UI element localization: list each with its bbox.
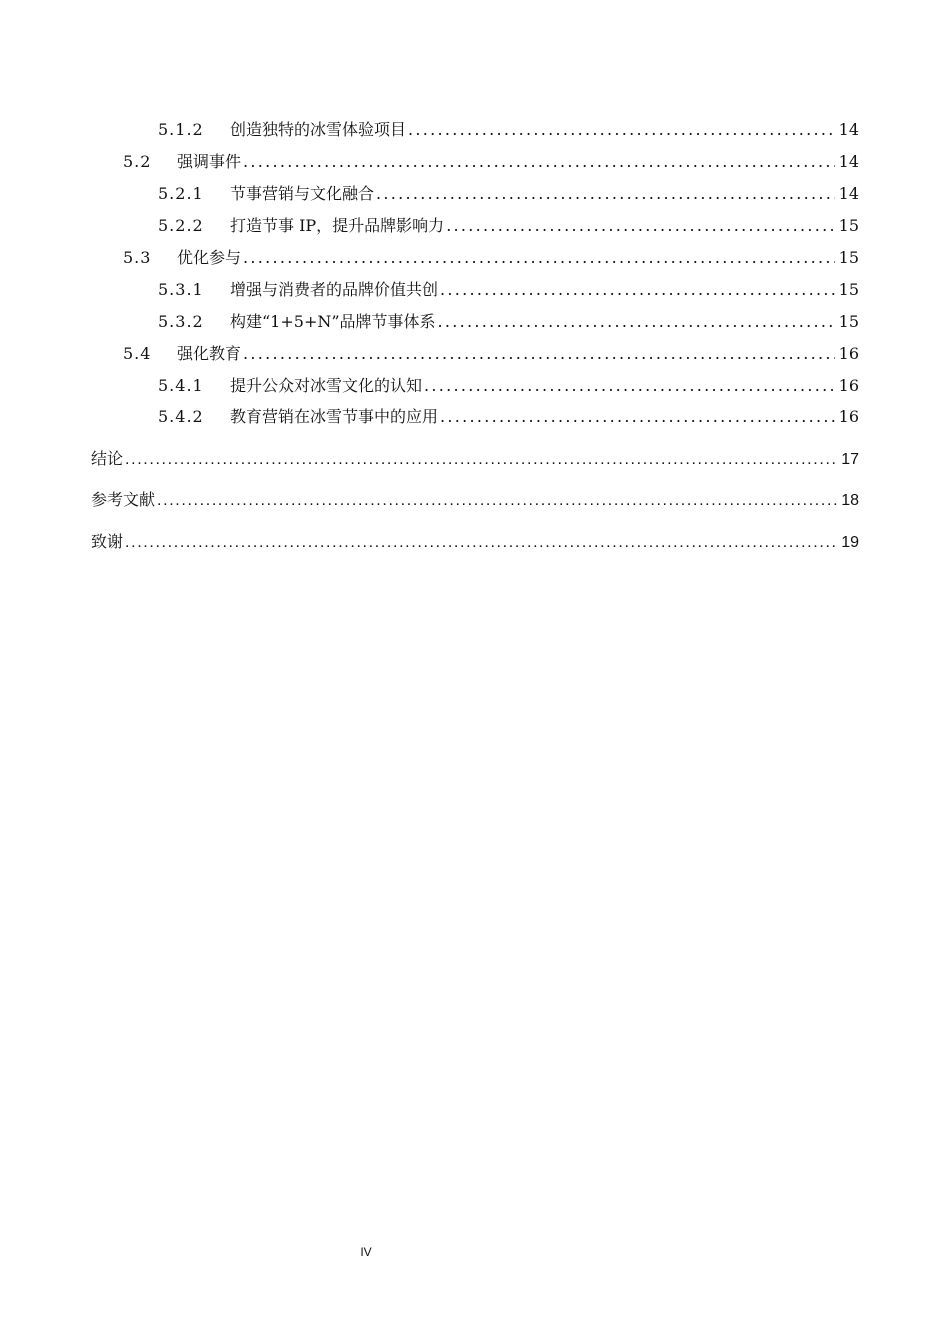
toc-entry-5-3[interactable] (123, 247, 859, 269)
toc-entry-page: 16 (838, 376, 859, 395)
toc-entry-5-4-2[interactable] (158, 406, 859, 428)
toc-dot-leader (408, 119, 835, 141)
toc-entry-page: 18 (841, 492, 859, 509)
toc-entry-title: 节事营销与文化融合 (230, 184, 375, 203)
toc-dot-leader (440, 279, 835, 301)
toc-entry-page: 15 (838, 216, 859, 235)
toc-entry-title: 结论 (91, 451, 124, 468)
toc-dot-leader (424, 375, 835, 397)
toc-entry-5-1-2[interactable] (158, 119, 859, 141)
toc-entry-page: 19 (841, 534, 859, 551)
toc-entry-conclusion[interactable] (91, 449, 859, 471)
toc-entry-title: 强化教育 (177, 344, 242, 363)
toc-dot-leader (125, 449, 837, 471)
toc-entry-5-3-1[interactable] (158, 279, 859, 301)
toc-dot-leader (243, 151, 835, 173)
toc-entry-number: 5.4.1 (158, 376, 204, 395)
toc-entry-title: 构建“1+5+N”品牌节事体系 (230, 312, 436, 331)
toc-dot-leader (376, 183, 835, 205)
toc-entry-5-3-2[interactable] (158, 311, 859, 333)
toc-entry-title: 致谢 (91, 534, 124, 551)
toc-dot-leader (440, 406, 835, 428)
toc-dot-leader (243, 247, 835, 269)
toc-entry-page: 14 (838, 184, 859, 203)
toc-entry-number: 5.2.1 (158, 184, 204, 203)
toc-entry-title: 创造独特的冰雪体验项目 (230, 120, 407, 139)
toc-entry-number: 5.4.2 (158, 407, 204, 426)
toc-entry-number: 5.4 (123, 344, 152, 363)
toc-entry-title: 增强与消费者的品牌价值共创 (230, 280, 439, 299)
toc-entry-acknowledgements[interactable] (91, 532, 859, 554)
page-number: IV (360, 1245, 372, 1259)
toc-entry-page: 17 (841, 451, 859, 468)
toc-entry-number: 5.3 (123, 248, 152, 267)
toc-entry-number: 5.2.2 (158, 216, 204, 235)
toc-entry-page: 15 (838, 248, 859, 267)
toc-dot-leader (243, 343, 835, 365)
toc-entry-5-2-2[interactable] (158, 215, 859, 237)
toc-entry-title: 教育营销在冰雪节事中的应用 (230, 407, 439, 426)
toc-dot-leader (446, 215, 834, 237)
toc-entry-references[interactable] (91, 490, 859, 512)
toc-entry-5-4[interactable] (123, 343, 859, 365)
toc-entry-title: 打造节事 IP，提升品牌影响力 (230, 216, 445, 235)
toc-dot-leader (125, 532, 837, 554)
toc-dot-leader (438, 311, 835, 333)
toc-dot-leader (157, 490, 837, 512)
toc-entry-page: 14 (838, 152, 859, 171)
toc-entry-page: 16 (838, 344, 859, 363)
toc-entry-page: 14 (838, 120, 859, 139)
toc-entry-title: 优化参与 (177, 248, 242, 267)
toc-entry-title: 提升公众对冰雪文化的认知 (230, 376, 423, 395)
toc-entry-number: 5.3.2 (158, 312, 204, 331)
toc-entry-number: 5.1.2 (158, 120, 204, 139)
toc-entry-page: 15 (838, 280, 859, 299)
toc-entry-page: 15 (838, 312, 859, 331)
toc-entry-title: 强调事件 (177, 152, 242, 171)
toc-entry-page: 16 (838, 407, 859, 426)
toc-entry-number: 5.2 (123, 152, 152, 171)
toc-entry-5-2[interactable] (123, 151, 859, 173)
toc-entry-title: 参考文献 (91, 492, 156, 509)
toc-entry-5-2-1[interactable] (158, 183, 859, 205)
toc-entry-number: 5.3.1 (158, 280, 204, 299)
toc-entry-5-4-1[interactable] (158, 375, 859, 397)
